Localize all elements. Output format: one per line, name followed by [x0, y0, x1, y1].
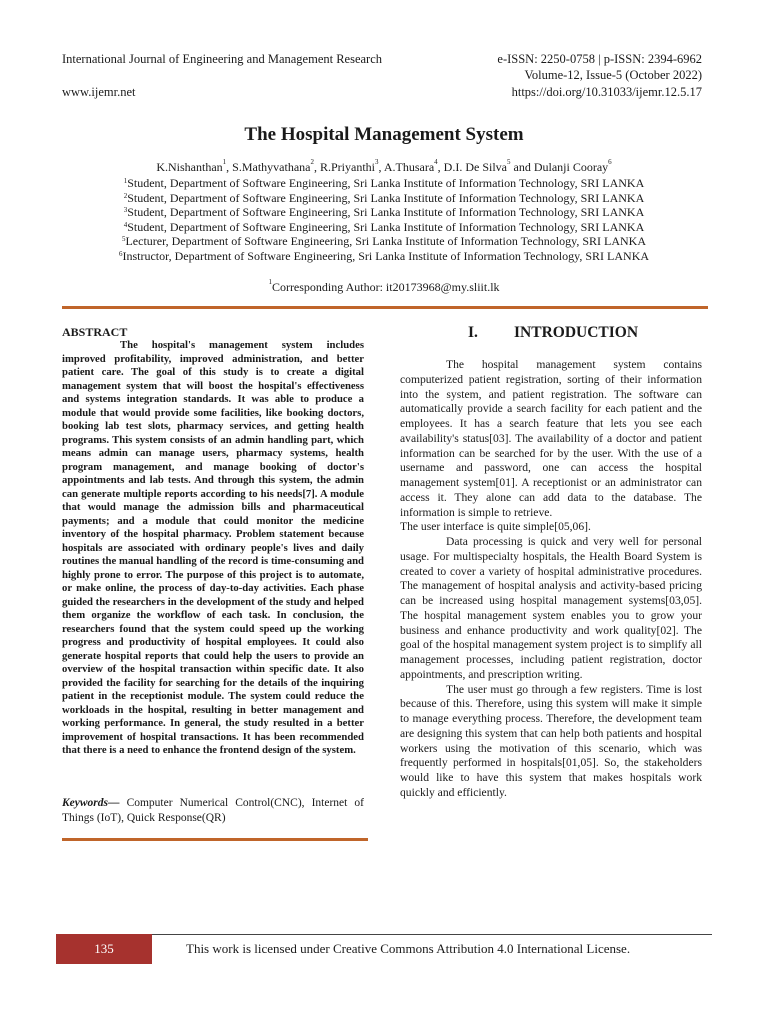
- corr-text: Corresponding Author: it20173968@my.sliit.lk: [271, 280, 500, 294]
- affiliation-sup: 2: [123, 191, 128, 200]
- keywords-label: Keywords—: [62, 797, 120, 809]
- author-separator: ,: [437, 160, 444, 174]
- keywords-text: Computer Numerical Control(CNC), Internet of Things (IoT), Quick Response(QR): [62, 797, 364, 824]
- affiliation-list: [0, 176, 768, 264]
- author-separator: ,: [313, 160, 320, 174]
- author-sup: 4: [434, 158, 438, 166]
- affiliation-sup: 4: [123, 220, 128, 229]
- keywords: [62, 796, 364, 825]
- author-name: A.Thusara: [383, 160, 435, 174]
- section-number: I.: [468, 324, 478, 341]
- author-name: K.Nishanthan: [156, 160, 223, 174]
- intro-paragraph-2: The user interface is quite simple[05,06].: [400, 520, 591, 534]
- section-title: INTRODUCTION: [514, 324, 639, 341]
- intro-paragraph-3: Data processing is quick and very well for personal usage. For multispecialty hospitals, the Health Board System is created to cover a variety of hospital administrative procedures. The management of hospital analysis and activity-based pricing can be increased using hospital management systems[03,05]. The hospital management system enables you to grow your business and enhance productivity and work quality[02]. The goal of the hospital management system project is to simplify all management processes, including patient registration, doctor appointments, and prescription writing.: [400, 535, 702, 681]
- author-name: S.Mathyvathana: [232, 160, 311, 174]
- author-sup: 3: [375, 158, 379, 166]
- introduction-body: [400, 358, 702, 801]
- author-name: R.Priyanthi: [319, 160, 375, 174]
- footer-rule: [62, 934, 712, 935]
- paper-title: The Hospital Management System: [244, 124, 524, 145]
- affiliation: [0, 234, 768, 249]
- affiliation-text: Instructor, Department of Software Engineering, Sri Lanka Institute of Information Technology, SRI LANKA: [122, 248, 650, 263]
- abstract-heading: ABSTRACT: [62, 325, 128, 339]
- author-separator: ,: [226, 160, 233, 174]
- journal-website[interactable]: www.ijemr.net: [62, 85, 136, 99]
- affiliation-sup: 1: [123, 177, 128, 185]
- affiliation: [0, 176, 768, 191]
- abstract-text: The hospital's management system includes improved profitability, improved administration, and better patient care. The goal of this study is to create a digital management system that will boost the hospital's effectiveness and systems integration standards. It was able to produce a module that would provide some facilities, like booking doctors, booking lab test slots, pharmacy services, and getting health programs. This system consists of an admin handling part, which means admin can manage users, pharmacy systems, health program management, and manage booking of doctor's appointments and lab tests. And through this system, the admin can generate multiple reports according to his needs[7]. A module that would manage the admission bills and pharmaceutical payments; and a module that could monitor the medicine inventory of the hospital pharmacy. Problem statement because hospitals are associated with ordinary people's lives and daily routines the manual handling of the record is time-consuming and highly prone to error. The purpose of this project is to automate, or make online, the process of day-to-day activities. Each phase guided the researchers in the development of the study and helped them organize the workflow of each task. In conclusion, the researchers found that the system could speed up the working progress and productivity of hospital employees. It could also generate hospital reports that could help the users to provide an overview of the hospital transaction within specific date. It also provided the facility for searching for the details of the inquiring patient in the receptionist module. The system could reduce the workloads in the hospital, resulting in better management and working performance. In general, the study resulted in a better improvement of hospital transactions. It has been recommended that there is a need to enhance the frontend design of the system.: [62, 339, 364, 756]
- affiliation-sup: 6: [118, 249, 123, 258]
- title-divider: [62, 306, 708, 309]
- corresponding-author: [0, 280, 768, 295]
- affiliation-text: Student, Department of Software Engineering, Sri Lanka Institute of Information Technology, SRI LANKA: [127, 205, 645, 220]
- affiliation-text: Student, Department of Software Engineering, Sri Lanka Institute of Information Technology, SRI LANKA: [127, 190, 645, 205]
- license-notice: This work is licensed under Creative Commons Attribution 4.0 International License.: [186, 941, 631, 956]
- affiliation: [0, 191, 768, 206]
- corr-sup: 1: [268, 278, 272, 286]
- author-name: Dulanji Cooray: [533, 160, 609, 174]
- author-list: [0, 160, 768, 175]
- affiliation: [0, 205, 768, 220]
- affiliation-sup: 5: [121, 235, 126, 244]
- intro-paragraph-1: The hospital management system contains computerized patient registration, sorting of their information into the system, and patient registration. The software can automatically provide a search facility for each patient and the employees. It has a search feature that lets you see each availability's status[03]. The availability of a doctor and patient information can be searched for by the user. With the use of a username and password, one can access the hospital management system[01]. A receptionist or an administrator can access it. They alone can add data to the database. The information is simple to retrieve.: [400, 358, 702, 519]
- author-separator: and: [510, 160, 534, 174]
- doi-link[interactable]: https://doi.org/10.31033/ijemr.12.5.17: [511, 85, 702, 99]
- affiliation-text: Student, Department of Software Engineering, Sri Lanka Institute of Information Technology, SRI LANKA: [127, 176, 645, 190]
- author-separator: ,: [378, 160, 384, 174]
- author-sup: 6: [608, 158, 612, 166]
- affiliation: [0, 249, 768, 264]
- page-number: 135: [56, 934, 152, 964]
- affiliation: [0, 220, 768, 235]
- intro-paragraph-4: The user must go through a few registers. Time is lost because of this. Therefore, using this system will make it simple to manage everything process. Therefore, the development team are designing this system that can help both patients and hospital workers using the motivation of this scenario, which was frequently performed in hospitals[01,05]. So, the stakeholders would like to have this system that makes hospitals work quickly and efficiently.: [400, 682, 702, 799]
- author-sup: 5: [507, 158, 511, 166]
- affiliation-text: Student, Department of Software Engineering, Sri Lanka Institute of Information Technology, SRI LANKA: [127, 219, 645, 234]
- abstract-divider: [62, 838, 368, 841]
- abstract-body: [62, 339, 364, 758]
- author-name: D.I. De Silva: [443, 160, 507, 174]
- volume-issue: Volume-12, Issue-5 (October 2022): [524, 68, 702, 82]
- affiliation-text: Lecturer, Department of Software Engineering, Sri Lanka Institute of Information Technology, SRI LANKA: [125, 234, 647, 249]
- author-sup: 1: [222, 158, 227, 166]
- author-sup: 2: [310, 158, 314, 166]
- issn: e-ISSN: 2250-0758 | p-ISSN: 2394-6962: [497, 52, 702, 66]
- affiliation-sup: 3: [123, 206, 128, 215]
- journal-name: International Journal of Engineering and Management Research: [62, 52, 383, 66]
